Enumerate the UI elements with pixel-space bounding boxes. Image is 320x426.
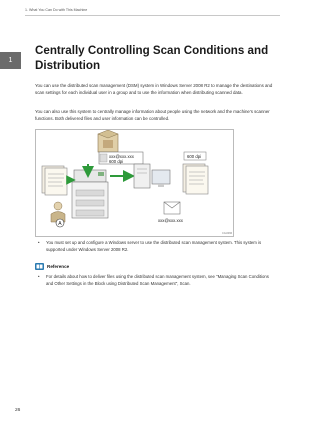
page-title: Centrally Controlling Scan Conditions and Distribution <box>35 44 269 72</box>
second-paragraph: You can also use this system to centrally manage information about people using the network and the machine's scanner functions. Both delivered files and user information can be controlled. <box>35 109 270 122</box>
chapter-tab: 1 <box>0 52 21 69</box>
destination-dpi-label: 600 dpi <box>187 154 202 159</box>
reference-heading <box>35 263 69 270</box>
email-destination-icon <box>158 202 184 223</box>
reference-book-icon <box>35 263 44 270</box>
destination-document-icon <box>183 152 208 194</box>
figure-id: CGU066 <box>222 232 233 235</box>
running-head: 1. What You Can Do with This Machine <box>25 8 88 12</box>
note-bullet <box>38 239 276 253</box>
header-rule <box>25 15 280 16</box>
printer-icon <box>72 170 108 218</box>
server-dpi-label: 600 dpi <box>109 159 124 164</box>
reference-text: For details about how to deliver files using the distributed scan management system, see "Managing Scan Conditions and Other Settings in the Block using Distributed Scan Management", Scan. <box>46 274 269 286</box>
document-stack-icon <box>42 166 67 195</box>
computer-icon <box>134 164 170 188</box>
user-icon <box>51 202 65 227</box>
bullet-dot: • <box>38 274 40 279</box>
user-label: A <box>58 221 62 227</box>
bullet-dot: • <box>38 240 40 245</box>
destination-email-label: xxx@xxx.xxx <box>158 218 183 223</box>
server-email-label: xxx@xxx.xxx <box>109 154 134 159</box>
note-text: You must set up and configure a Windows server to use the distributed scan management system. This system is supported under Windows Server 2008 R2. <box>46 240 262 252</box>
dsm-figure <box>35 129 234 237</box>
server-icon <box>98 130 143 164</box>
intro-paragraph: You can use the distributed scan management (DSM) system in Windows Server 2008 R2 to manage the destinations and scan settings for each individual user in a group and to use the information when distributing scanned data. <box>35 83 273 96</box>
reference-label: Reference <box>47 264 70 269</box>
page-number: 26 <box>15 408 21 413</box>
reference-bullet <box>38 273 276 287</box>
